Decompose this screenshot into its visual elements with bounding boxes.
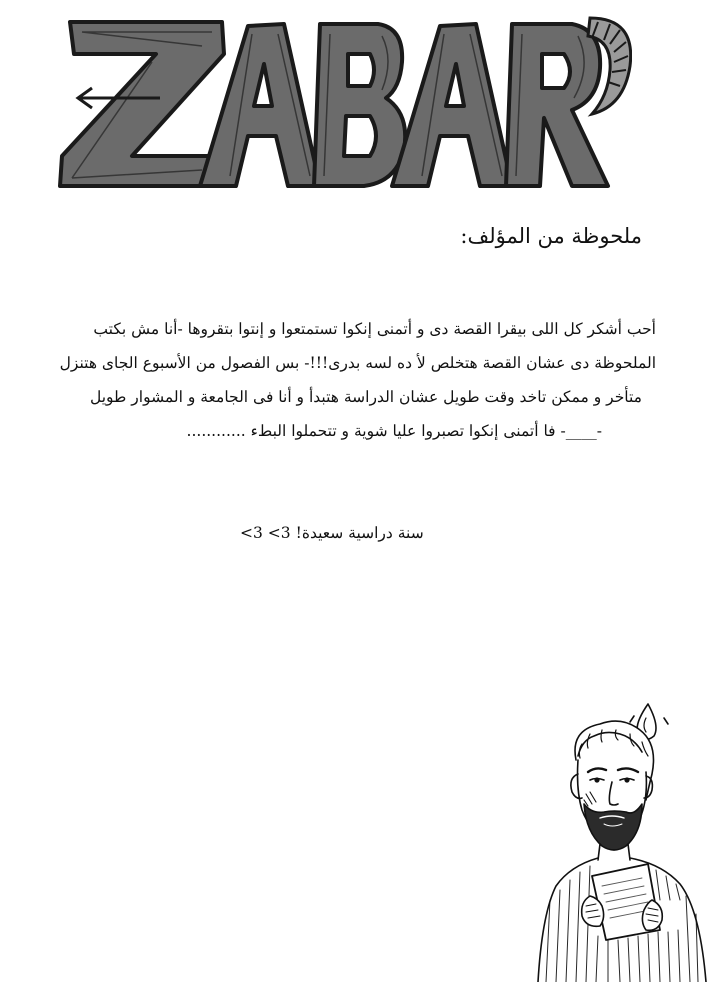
note-sign-off: سنة دراسية سعيدة! 3> 3> [240,524,424,542]
zabar-logo [52,10,632,190]
logo-letter-a2 [392,24,512,186]
note-line: الملحوظة دى عشان القصة هتخلص لأ ده لسه بدرى!!!- بس الفصول من الأسبوع الجاى هتنزل [59,354,656,372]
logo-graphic [52,10,632,190]
note-heading: ملحوظة من المؤلف: [460,224,642,248]
note-body [36,312,656,448]
note-line: أحب أشكر كل اللى بيقرا القصة دى و أتمنى إنكوا تستمتعوا و إنتوا بتقروها -أنا مش بكتب [93,320,656,338]
note-line: -____- فا أتمنى إنكوا تصبروا عليا شوية و تتحملوا البطء ............ [186,422,602,440]
character-illustration [530,700,714,982]
man-reading-paper-drawing [530,700,714,982]
note-line: متأخر و ممكن تاخد وقت طويل عشان الدراسة هتبدأ و أنا فى الجامعة و المشوار طويل [89,388,642,406]
